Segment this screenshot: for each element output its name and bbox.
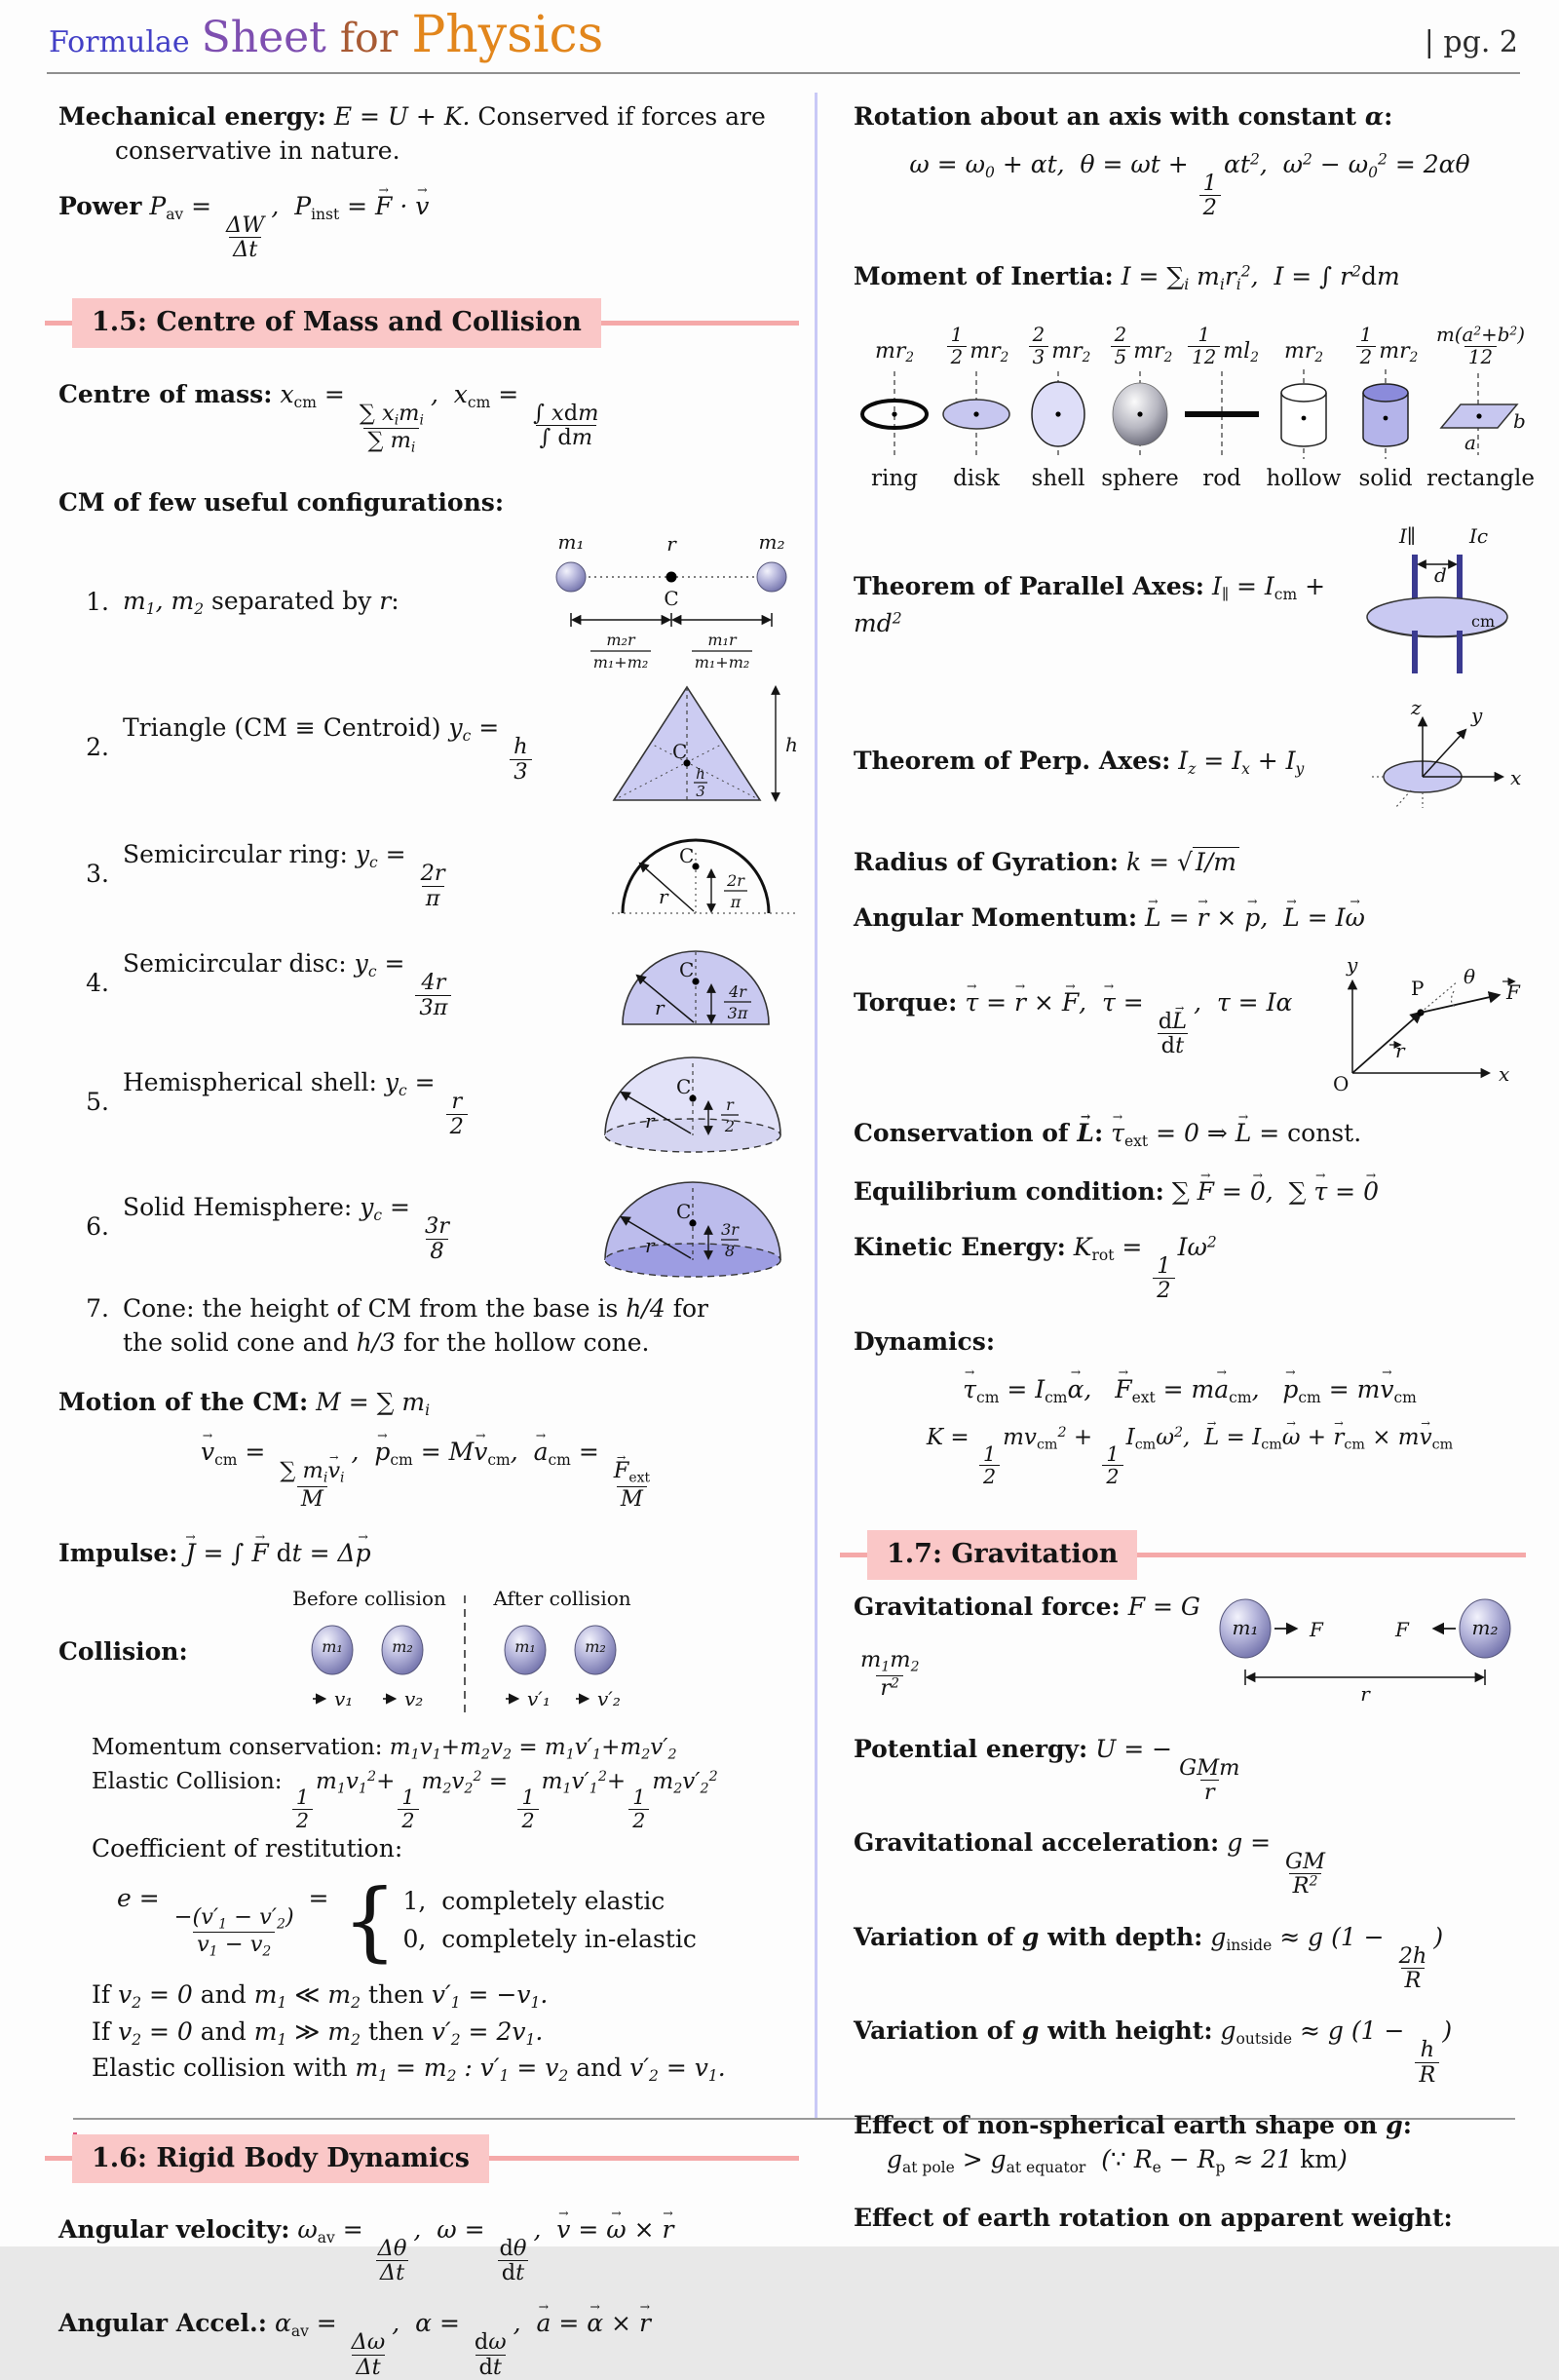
collision-notes [92,1977,799,2088]
radius-of-gyration-formula: k = √ I/m [1126,847,1239,876]
equilibrium-row [854,1174,1526,1209]
equilibrium-formula: ∑ F → = 0 →, ∑ τ → = 0 → [1172,1177,1379,1206]
perpendicular-axes-label: Theorem of Perp. Axes: [854,746,1171,775]
triangle-centroid-diagram [604,675,799,820]
cm-axis-label: Ic [1469,524,1489,549]
mechanical-energy-label: Mechanical energy: [58,102,326,131]
list-item-solid-hemisphere [58,1167,799,1287]
cases-brace: { [342,1869,398,1971]
perpendicular-axes-text [854,744,1360,781]
centroid-label: C [672,739,688,763]
non-spherical-earth-label: Effect of non-spherical earth shape on g: [854,2110,1412,2139]
right-distance-denominator: m₁+m₂ [694,652,750,672]
x-axis-label: x [1499,1062,1510,1087]
height-label: h [785,732,798,756]
item-number: 4. [86,969,109,998]
angular-velocity-formula: ωav = $\frac{\Delta\theta}{\Delta t}$ , ω = $\frac{d\theta}{dt}$ , v → = ω → × r → [297,2215,673,2244]
g-depth-label: Variation of g with depth: [854,1922,1203,1951]
radius-of-gyration-label: Radius of Gyration: [854,848,1119,877]
separation-label: r [666,531,676,556]
angular-momentum-row [854,901,1526,935]
title-word-for: for [339,15,399,61]
header-rule [47,72,1520,74]
power-row [58,189,799,262]
rotation-constant-alpha-heading: Rotation about an axis with constant α: [854,102,1393,131]
perpendicular-axes-row [854,696,1526,824]
power-label: Power [58,192,142,220]
centre-of-mass-label: Centre of mass: [58,379,273,408]
momentum-conservation-line: Momentum conservation: m1v1+m2v2 = m1v′1+m2v′2 [92,1735,677,1763]
side-a-label: a [1464,431,1477,455]
y-axis-label: y [1347,953,1358,978]
moi-name: solid [1358,466,1413,492]
g-depth-row [854,1920,1526,1993]
velocity2-prime-label: v′₂ [596,1687,621,1711]
list-item-semicircular-ring [58,824,799,925]
mechanical-energy-formula: E = U + K. [333,102,471,131]
equilibrium-label: Equilibrium condition: [854,1177,1164,1207]
page-header [49,6,1518,64]
before-collision-label: Before collision [291,1587,446,1611]
restitution-cases [117,1869,799,1971]
item-text: Semicircular ring: yc = $\frac{2r}{\pi}$ [123,840,445,911]
item-text: Solid Hemisphere: yc = $\frac{3r}{8}$ [123,1193,450,1264]
cases-list [403,1884,697,1956]
section-1-5-title: 1.5: Centre of Mass and Collision [72,298,601,347]
cm-configurations-heading: CM of few useful configurations: [58,487,505,517]
force-on-m2-label: F [1395,1617,1409,1641]
moment-of-inertia-row [854,259,1526,296]
hemispherical-shell-diagram [590,1042,799,1163]
gravitational-force-text [854,1590,1204,1700]
gravitational-force-diagram [1204,1588,1526,1706]
list-item-cone [58,1291,799,1360]
list-item-two-masses [58,529,799,672]
after-collision-label: After collision [493,1587,631,1611]
moi-name: ring [871,466,918,492]
g-height-row [854,2014,1526,2087]
disk-diagram [935,367,1017,461]
right-distance-numerator: m₁r [707,630,737,649]
cone-text-line1: Cone: the height of CM from the base is h/4 for [123,1293,708,1323]
conservation-of-l-label: Conservation of L →: [854,1119,1103,1147]
collision-equations [92,1732,799,1865]
angular-momentum-label: Angular Momentum: [854,903,1138,933]
radius-label: r [655,995,665,1019]
height-numerator: 2r [727,870,744,890]
item-number: 5. [86,1088,109,1117]
two-mass-cm-diagram [544,529,799,672]
cm-point-label: C [664,586,679,610]
potential-energy-formula: U = − $\frac{\text{GMm}}{r}$ [1095,1734,1240,1805]
item-text: Triangle (CM ≡ Centroid) yc = $\frac{h}{3}$ [123,710,604,784]
moi-cell-ring [854,311,935,494]
left-column [58,90,799,2379]
impulse-formula: J → = ∫ F → dt = Δp → [185,1539,370,1567]
torque-formula: τ → = r → × F →, τ → = $\frac{dL \to}{dt}$ , τ = Iα [965,988,1292,1017]
gravitational-force-formula: F = G $\frac{m1m2}{r^2}$ [860,1593,1200,1701]
gravitational-force-row [854,1588,1526,1706]
moi-formula: $\frac{1}{2}$ mr 2 [1353,311,1419,367]
kinetic-energy-formula: Krot = $\frac{1}{2}$ $I\omega^2$ [1073,1233,1217,1304]
moi-name: rectangle [1426,466,1535,492]
moi-cell-solid-cylinder [1345,311,1426,494]
earth-rotation-label: Effect of earth rotation on apparent weight: [854,2203,1453,2232]
motion-of-cm-row [58,1385,799,1511]
power-formula: Pav = $\frac{\Delta W}{\Delta t}$ , Pinst = F → · v → [149,192,429,220]
torque-row [854,948,1526,1094]
earth-rotation-row [854,2201,1526,2235]
height-numerator: 3r [721,1219,739,1239]
cm-velocity-equation: v →cm = $\frac{\text{∑ miv →i}}{M}$ , p →cm = Mv →cm, a →cm = $\frac{\text{F →ext}}{M}$ [58,1435,799,1511]
mass2-after-label: m₂ [584,1637,606,1657]
radius-label: r [659,884,668,908]
moi-cell-sphere [1099,311,1181,494]
collision-diagram [223,1588,681,1722]
torque-diagram [1321,948,1526,1094]
impulse-label: Impulse: [58,1539,178,1568]
potential-energy-label: Potential energy: [854,1734,1088,1763]
solid-cylinder-diagram [1345,367,1426,461]
mechanical-energy-note: Conserved if forces are [470,102,766,131]
mass2-label: m₂ [758,529,785,554]
conservation-of-l-formula: τ →ext = 0 ⇒ L → = const. [1111,1119,1361,1147]
position-vector-label: r [1395,1039,1405,1063]
force-on-m1-label: F [1310,1617,1323,1641]
moi-formula: $\frac{1}{2}$ mr 2 [944,311,1009,367]
collision-heading [58,1588,799,1722]
height-denominator: 3π [727,1003,748,1022]
title-word-formulae: Formulae [49,25,190,59]
height-denominator: 8 [724,1241,736,1260]
left-distance-numerator: m₂r [606,630,635,649]
mass2-label: m₂ [391,1637,413,1657]
mechanical-energy-row [58,99,799,168]
moi-name: shell [1031,466,1085,492]
mass1-label: m₁ [321,1637,343,1657]
angular-velocity-label: Angular velocity: [58,2214,290,2244]
ring-diagram [854,367,935,461]
theta-label: θ [1464,965,1476,989]
height-numerator: r [726,1094,734,1114]
motion-of-cm-label: Motion of the CM: [58,1387,309,1416]
angular-velocity-row [58,2212,799,2285]
angular-acceleration-row [58,2306,799,2379]
radius-label: r [645,1108,655,1132]
collision-note-2: If v2 = 0 and m1 ≫ m2 then v′2 = 2v1. [92,2016,544,2049]
potential-energy-row [854,1732,1526,1805]
gravitational-acceleration-label: Gravitational acceleration: [854,1828,1220,1858]
conservation-of-l-row [854,1116,1526,1153]
gravitational-force-label: Gravitational force: [854,1593,1121,1622]
moi-cell-hollow-cylinder [1263,311,1345,494]
g-height-formula: goutside ≈ g (1 − $\frac{h}{R}$ ) [1220,2016,1453,2088]
collision-note-3: Elastic collision with m1 = m2 : v′1 = v2 and v′2 = v1. [92,2054,726,2086]
point-p-label: P [1411,977,1425,1001]
non-spherical-earth-row [854,2108,1526,2179]
section-1-7-title: 1.7: Gravitation [867,1530,1137,1579]
collision-label: Collision: [58,1637,188,1667]
impulse-row [58,1536,799,1570]
rectangle-plate-diagram [1435,367,1525,461]
rotation-kinematics-equation: ω = ω0 + αt, θ = ωt + $\frac{1}{2}$ $\alpha t^2$, $\omega^2 - \omega 0^2 = 2\alpha\theta$ [909,150,1470,221]
section-1-6-title: 1.6: Rigid Body Dynamics [72,2134,489,2183]
cm-point-label: C [676,1199,692,1223]
item-text [123,1291,799,1360]
moi-name: hollow [1266,466,1342,492]
item-text: Hemispherical shell: yc = $\frac{r}{2}$ [123,1065,590,1138]
g-height-label: Variation of g with height: [854,2016,1213,2046]
separation-label: r [1360,1681,1370,1706]
title-word-physics: Physics [411,6,604,64]
velocity2-label: v₂ [403,1687,424,1711]
moi-cell-rod [1181,311,1263,494]
mass1-label: m₁ [1232,1615,1259,1639]
item-text: Semicircular disc: yc = $\frac{4r}{3\pi}$ [123,946,608,1019]
collision-note-1: If v2 = 0 and m1 ≪ m2 then v′1 = −v1. [92,1979,549,2012]
case-elastic: 1, completely elastic [402,1887,665,1916]
hollow-cylinder-diagram [1263,367,1345,461]
moment-of-inertia-formula: I = ∑i miri$^2$, I = ∫ $r^2dm$ [1121,261,1400,293]
torque-label: Torque: [854,988,958,1017]
perpendicular-axes-diagram [1360,696,1526,824]
moi-formula: $\frac{2}{5}$ mr 2 [1108,311,1173,367]
moment-of-inertia-label: Moment of Inertia: [854,261,1114,290]
sphere-diagram [1099,367,1181,461]
shell-diagram [1017,367,1099,461]
section-1-6 [45,2127,799,2191]
centre-of-mass-formula: xcm = $\frac{\text{∑ ximi}}{\sum mi}$ , xcm = $\frac{\text{∫ xdm}}{\int dm}$ [280,379,599,456]
cm-label: cm [1471,612,1496,632]
item-number: 1. [86,588,109,617]
angular-acceleration-formula: αav = $\frac{\Delta\omega}{\Delta t}$ , α = $\frac{d\omega}{dt}$ , a → = α → × r → [275,2309,651,2337]
list-item-hemispherical-shell [58,1042,799,1163]
section-1-7 [840,1523,1526,1588]
elastic-collision-line: Elastic Collision: $\frac{1}{2}$ $m1v1^2+$ $\frac{1}{2}$ $m2v2^2$ = $\frac{1}{2}$ $m1v'1^2+$ $\frac{1}{2}$ $m2v'2^2$ [92,1768,718,1832]
moment-of-inertia-gallery [854,311,1535,494]
height-numerator: 4r [729,981,746,1001]
semicircular-ring-diagram [608,824,799,925]
cm-point-label: C [679,843,695,867]
mechanical-energy-note-2: conservative in nature. [115,136,400,165]
list-item-semicircular-disc [58,929,799,1038]
mass1-label: m₁ [557,529,585,554]
rod-diagram [1181,367,1263,461]
y-axis-label: y [1471,704,1483,728]
moi-cell-disk [935,311,1017,494]
moi-name: disk [953,466,1000,492]
moi-cell-shell [1017,311,1099,494]
gravitational-acceleration-formula: g = $\frac{GM}{R^2}$ [1227,1828,1326,1900]
case-inelastic: 0, completely in-elastic [402,1925,697,1954]
moi-name: sphere [1101,466,1179,492]
moi-formula: $\frac{m(a^2+b^2)}{12}$ [1436,324,1525,368]
g-depth-formula: ginside ≈ g (1 − $\frac{2h}{R}$ ) [1210,1922,1444,1994]
mass2-label: m₂ [1471,1615,1499,1639]
moi-formula: $\frac{1}{12}$ ml 2 [1185,311,1259,367]
moi-formula: $\frac{2}{3}$ mr 2 [1026,311,1091,367]
origin-label: O [1333,1072,1350,1096]
dynamics-equation-2: K = $\frac{1}{2}$ mvcm$^2$ + $\frac{1}{2}$ Icmω$^2$, L → = Icmω → + r →cm × mv →cm [854,1422,1526,1487]
height-denominator: π [730,892,741,911]
parallel-axes-text [854,569,1350,640]
z-axis-label: z [1411,696,1422,720]
restitution-lhs: e = $\frac{-(v'1 - v'2)}{v1 - v2}$ = [117,1883,329,1960]
gravitational-acceleration-row [854,1825,1526,1899]
side-b-label: b [1513,409,1527,434]
section-1-5 [45,291,799,356]
centre-of-mass-row [58,377,799,456]
radius-of-gyration-row [854,845,1526,879]
motion-of-cm-formula: M = ∑ mi [316,1387,431,1419]
cm-point-label: C [676,1074,692,1098]
item-number: 6. [86,1212,109,1242]
cm-point-label: C [679,957,695,981]
parallel-axes-row [854,524,1526,681]
mass1-after-label: m₁ [513,1637,536,1657]
item-text: m1, m2 separated by r: [123,586,399,618]
right-column [854,90,1535,2235]
height-third-numerator: h [696,764,705,783]
perpendicular-axes-formula: Iz = Ix + Iy [1178,746,1305,778]
item-number: 2. [86,733,109,762]
item-number: 3. [86,860,109,889]
parallel-axes-diagram [1350,524,1526,681]
list-item-triangle [58,675,799,820]
left-distance-denominator: m₁+m₂ [592,652,649,672]
moi-cell-rectangle [1426,311,1535,494]
semicircular-disc-diagram [608,929,799,1038]
kinetic-energy-label: Kinetic Energy: [854,1233,1066,1262]
dynamics-label: Dynamics: [854,1326,996,1356]
title-word-sheet: Sheet [201,13,326,62]
moi-formula: mr 2 [874,339,915,366]
item-number: 7. [86,1293,109,1323]
moi-name: rod [1202,466,1241,492]
velocity1-label: v₁ [333,1687,354,1711]
parallel-axes-label: Theorem of Parallel Axes: [854,572,1205,601]
force-vector-label: F [1506,980,1520,1005]
angular-acceleration-label: Angular Accel.: [58,2309,267,2338]
x-axis-label: x [1510,766,1522,790]
cone-text-line2: the solid cone and h/3 for the hollow cone. [123,1327,650,1357]
parallel-axes-formula: I∥ = Icm + $md^2$ [854,572,1326,637]
page-number: | pg. 2 [1424,25,1518,59]
kinetic-energy-row [854,1230,1526,1303]
height-denominator: 2 [724,1116,736,1135]
cm-configurations-list [58,529,799,1360]
angular-momentum-formula: L → = r → × p →, L → = Iω → [1145,903,1365,932]
restitution-heading: Coefficient of restitution: [92,1833,403,1862]
velocity1-prime-label: v′₁ [526,1687,551,1711]
column-divider [815,93,818,2118]
non-spherical-earth-formula: gat pole > gat equator (∵ Re − Rp ≈ 21 km) [887,2144,1348,2176]
radius-label: r [645,1233,655,1257]
parallel-axis-label: I∥ [1399,524,1417,549]
height-third-denominator: 3 [696,782,705,800]
dynamics-row [854,1324,1526,1488]
solid-hemisphere-diagram [590,1167,799,1287]
axis-distance-label: d [1434,563,1447,588]
torque-text [854,985,1321,1058]
dynamics-equation-1: τ →cm = Icmα →, F →ext = ma →cm, p →cm = mv →cm [854,1372,1526,1409]
moi-formula: mr 2 [1283,339,1324,366]
